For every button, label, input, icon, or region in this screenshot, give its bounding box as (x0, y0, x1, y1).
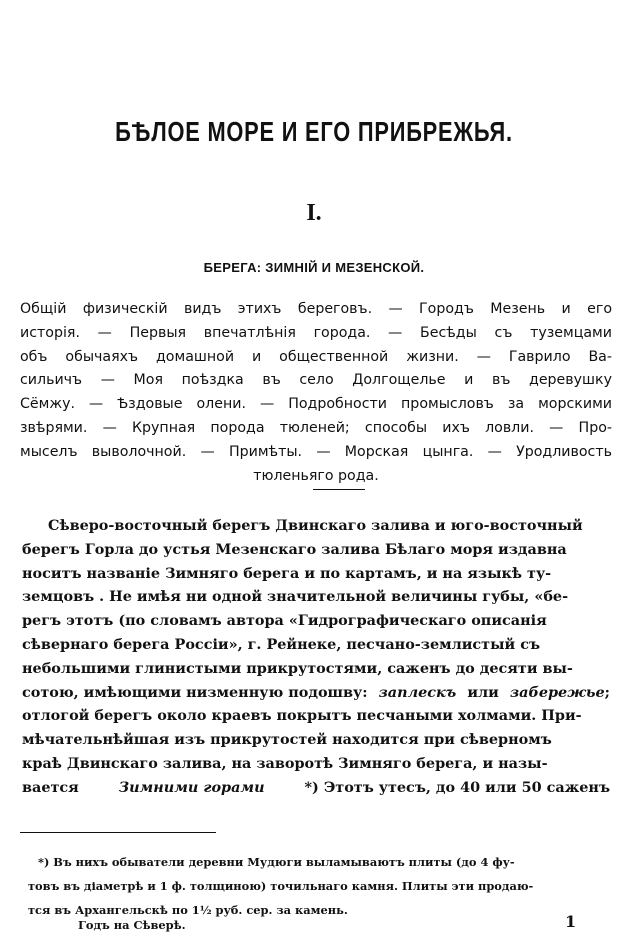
text-segment: ; (604, 683, 610, 701)
text-line: берегъ Горла до устья Мезенскаго залива Бѣлаго моря издавна (22, 540, 567, 558)
text-line: Сѣверо-восточный берегъ Двинскаго залива и юго-восточный (48, 517, 583, 534)
italic-term: заплескъ (378, 683, 457, 701)
section-divider (313, 489, 365, 490)
main-text (22, 514, 610, 800)
summary-line: тюленьяго рода. (253, 467, 379, 484)
text-line: краѣ Двинскаго залива, на заворотѣ Зимняго берега, и назы- (22, 754, 548, 772)
summary-line: объ обычаяхъ домашной и общественной жизни. — Гаврило Ва- (20, 348, 612, 365)
text-line (22, 776, 610, 800)
text-line: небольшими глинистыми прикрутостями, саженъ до десяти вы- (22, 659, 573, 677)
text-segment: вается (22, 778, 79, 796)
chapter-number: I. (306, 200, 322, 226)
signature-mark: Годъ на Сѣверѣ. (78, 918, 186, 932)
text-segment: сотою, имѣющими низменную подошву: (22, 683, 368, 701)
page-title: БѢЛОЕ МОРЕ И ЕГО ПРИБРЕЖЬЯ. (115, 116, 513, 147)
summary-line: мыселъ выволочной. — Примѣты. — Морская цынга. — Уродливость (20, 443, 612, 460)
text-line (22, 681, 610, 705)
summary-line: звѣрями. — Крупная порода тюленей; способы ихъ ловли. — Про- (20, 419, 612, 436)
footnote-rule (20, 832, 216, 833)
footnote-line: товъ въ діаметрѣ и 1 ф. толщиною) точильнаго камня. Плиты эти продаю- (28, 879, 534, 893)
italic-term: забережье (509, 683, 605, 701)
footnote (28, 850, 612, 922)
text-line: отлогой берегъ около краевъ покрытъ песчаными холмами. При- (22, 707, 582, 725)
summary-line: исторія. — Первыя впечатлѣнія города. — Бесѣды съ туземцами (20, 324, 612, 341)
footnote-line: *) Въ нихъ обыватели деревни Мудюги выламываютъ плиты (до 4 фу- (38, 855, 515, 869)
italic-term: Зимними горами (118, 778, 265, 796)
text-line: мѣчательнѣйшая изъ прикрутостей находится при сѣверномъ (22, 731, 552, 749)
text-line: регъ этотъ (по словамъ автора «Гидрографическаго описанія (22, 612, 547, 630)
summary-line: Общій физическій видъ этихъ береговъ. — Городъ Мезень и его (20, 301, 612, 317)
text-segment (510, 681, 610, 705)
chapter-summary (20, 298, 612, 488)
text-line: носитъ названіе Зимняго берега и по картамъ, и на языкѣ ту- (22, 564, 552, 582)
summary-line: Сёмжу. — Ѣздовые олени. — Подробности промысловъ за морскими (20, 396, 612, 413)
text-segment: *) Этотъ утесъ, до 40 или 50 саженъ (304, 778, 610, 796)
page-number: 1 (565, 912, 577, 931)
text-line: сѣвернаго берега Россіи», г. Рейнеке, песчано-землистый съ (22, 635, 541, 653)
summary-line: сильичъ — Моя поѣздка въ село Долгощелье и въ деревушку (20, 372, 612, 389)
chapter-subtitle: БЕРЕГА: ЗИМНІЙ И МЕЗЕНСКОЙ. (203, 260, 425, 275)
text-segment: или (467, 683, 499, 701)
text-line: земцовъ . Не имѣя ни одной значительной величины губы, «бе- (22, 588, 569, 606)
footnote-line: тся въ Архангельскѣ по 1½ руб. сер. за камень. (28, 903, 348, 917)
